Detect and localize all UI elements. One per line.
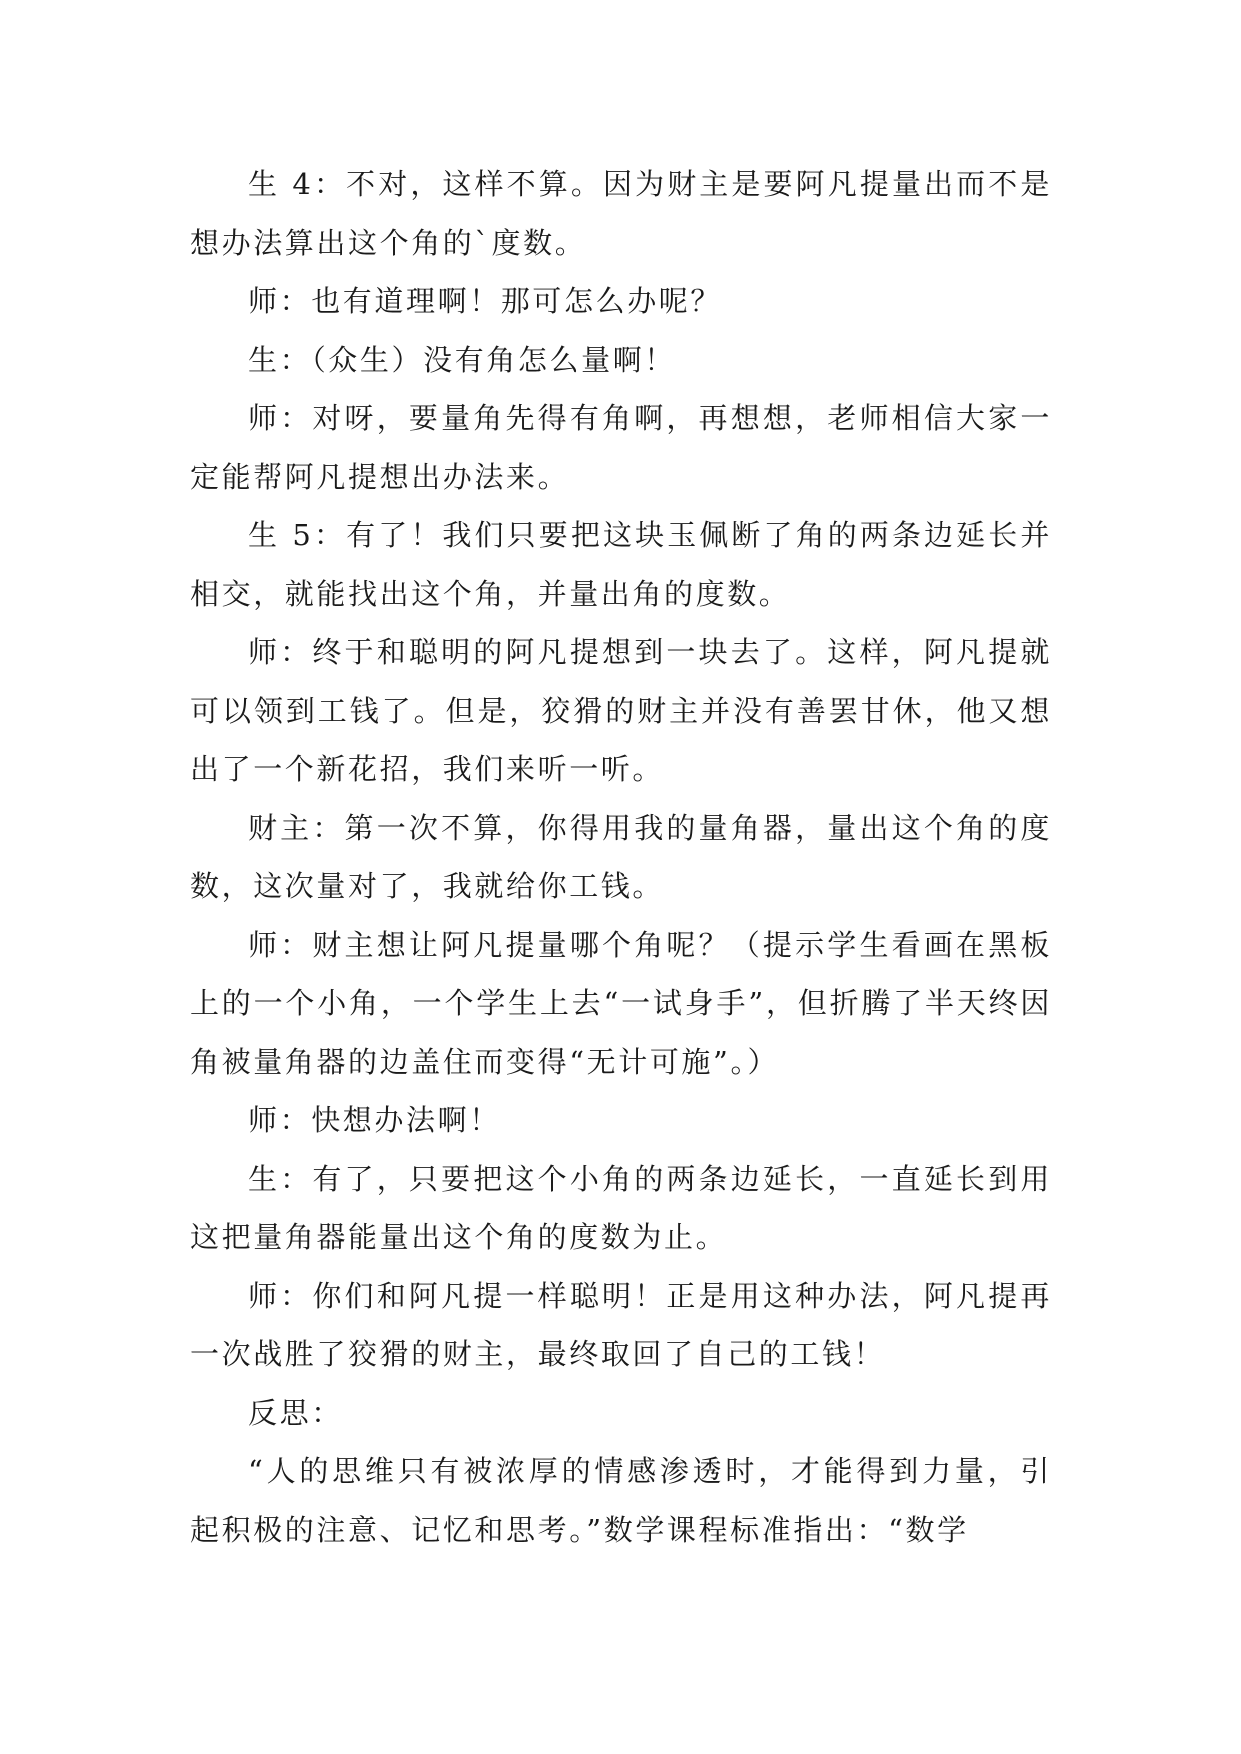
- paragraph-student-extend: 生：有了，只要把这个小角的两条边延长，一直延长到用这把量角器能量出这个角的度数为止。: [190, 1161, 1052, 1254]
- paragraph-teacher-reasonable: 师：也有道理啊！那可怎么办呢？: [248, 284, 723, 318]
- paragraph-teacher-praise: 师：你们和阿凡提一样聪明！正是用这种办法，阿凡提再一次战胜了狡猾的财主，最终取回了自己的工钱！: [190, 1278, 1052, 1371]
- paragraph-landlord: 财主：第一次不算，你得用我的量角器，量出这个角的度数，这次量对了，我就给你工钱。: [190, 810, 1052, 903]
- paragraph-student5: 生 5：有了！我们只要把这块玉佩断了角的两条边延长并相交，就能找出这个角，并量出角的度数。: [190, 518, 1052, 611]
- paragraph-students-chorus: 生：（众生）没有角怎么量啊！: [248, 342, 676, 377]
- paragraph-reflection-heading: 反思：: [248, 1395, 343, 1430]
- paragraph-reflection-body: “人的思维只有被浓厚的情感渗透时，才能得到力量，引起积极的注意、记忆和思考。”数学课程标准指出：“数学: [190, 1454, 1052, 1547]
- paragraph-teacher-encourage: 师：对呀，要量角先得有角啊，再想想，老师相信大家一定能帮阿凡提想出办法来。: [190, 401, 1052, 494]
- document-body: [190, 155, 1052, 1559]
- paragraph-teacher-new-trick: 师：终于和聪明的阿凡提想到一块去了。这样，阿凡提就可以领到工钱了。但是，狡猾的财主并没有善罢甘休，他又想出了一个新花招，我们来听一听。: [190, 635, 1052, 786]
- paragraph-teacher-hurry: 师：快想办法啊！: [248, 1103, 501, 1137]
- paragraph-teacher-which-angle: 师：财主想让阿凡提量哪个角呢？（提示学生看画在黑板上的一个小角，一个学生上去“一试身手”，但折腾了半天终因角被量角器的边盖住而变得“无计可施”。）: [190, 927, 1052, 1079]
- paragraph-student4: 生 4：不对，这样不算。因为财主是要阿凡提量出而不是想办法算出这个角的`度数。: [190, 167, 1052, 260]
